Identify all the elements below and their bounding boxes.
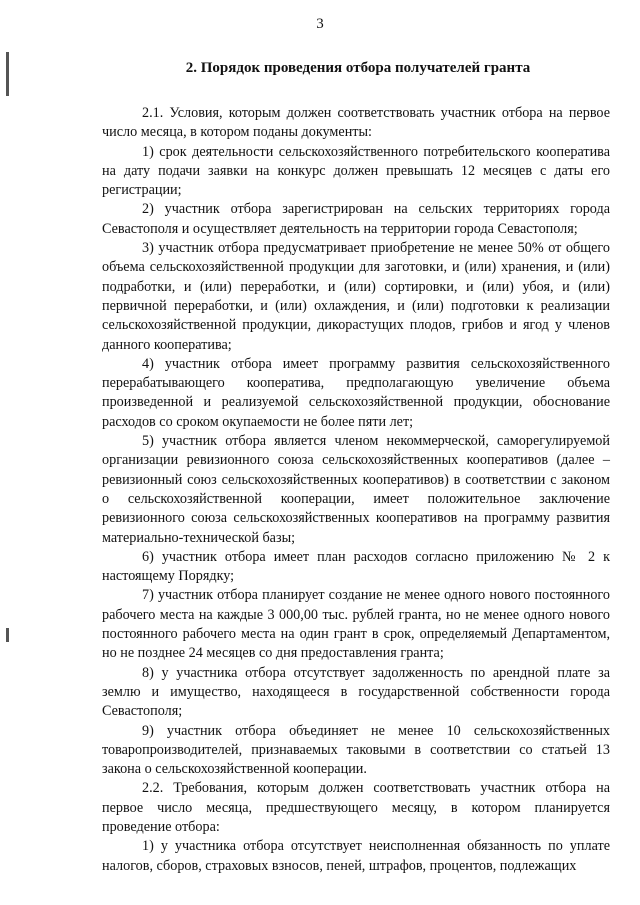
paragraph-item-7: 7) участник отбора планирует создание не менее одного нового постоянного рабочего места на каждые 3 000,00 тыс. рублей гранта, но не менее одного нового постоянного рабочего места на один грант в срок, определяемый Департаментом, но не позднее 24 месяцев со дня предоставления гранта; (102, 587, 610, 662)
section-title: 2. Порядок проведения отбора получателей гранта (185, 60, 531, 76)
paragraph-item-9: 9) участник отбора объединяет не менее 10 сельскохозяйственных товаропроизводителей, признаваемых таковыми в соответствии со статьей 13 закона о сельскохозяйственной кооперации. (102, 722, 610, 778)
paragraph-2-2: 2.2. Требования, которым должен соответствовать участник отбора на первое число месяца, предшествующего месяцу, в котором планируется проведение отбора: (102, 780, 610, 835)
paragraph-item-5: 5) участник отбора является членом некоммерческой, саморегулируемой организации ревизионного союза сельскохозяйственных кооперативов (далее – ревизионный союз сельскохозяйственных кооперативов) в соответствии с законом о сельскохозяйственной кооперации, имеет положительное заключение ревизионного союза сельскохозяйственных кооперативов на программу развития материально-технической базы; (102, 433, 610, 546)
paragraph-item-1: 1) срок деятельности сельскохозяйственного потребительского кооператива на дату подачи заявки на конкурс должен превышать 12 месяцев с даты его регистрации; (102, 143, 610, 199)
scan-margin-mark (6, 628, 9, 642)
paragraph-item-8: 8) у участника отбора отсутствует задолженность по арендной плате за землю и имущество, находящееся в государственной собственности города Севастополя; (102, 664, 610, 720)
scan-margin-mark (6, 52, 9, 96)
paragraph-item-6: 6) участник отбора имеет план расходов согласно приложению № 2 к настоящему Порядку; (102, 548, 610, 585)
paragraph-item-2: 2) участник отбора зарегистрирован на сельских территориях города Севастополя и осуществляет деятельность на территории города Севастополя; (102, 201, 610, 237)
paragraph-item-3: 3) участник отбора предусматривает приобретение не менее 50% от общего объема сельскохозяйственной продукции для заготовки, и (или) хранения, и (или) подработки, и (или) переработки, и (или) сортировки, и (или) убоя, и (или) первичной переработки, и (или) охлаждения, и (или) подготовки к реализации сельскохозяйственной продукции, дикорастущих плодов, грибов и ягод у членов данного кооператива; (102, 240, 610, 353)
paragraph-2-1: 2.1. Условия, которым должен соответствовать участник отбора на первое число месяца, в котором поданы документы: (102, 105, 610, 141)
document-body (102, 104, 610, 876)
page-number: 3 (316, 16, 324, 32)
paragraph-item-4: 4) участник отбора имеет программу развития сельскохозяйственного перерабатывающего кооператива, предполагающую увеличение объема произведенной и реализуемой сельскохозяйственной продукции, обоснование расходов со сроком окупаемости не более пяти лет; (102, 355, 610, 430)
paragraph-2-2-item-1: 1) у участника отбора отсутствует неисполненная обязанность по уплате налогов, сборов, страховых взносов, пеней, штрафов, процентов, подлежащих (102, 838, 610, 874)
